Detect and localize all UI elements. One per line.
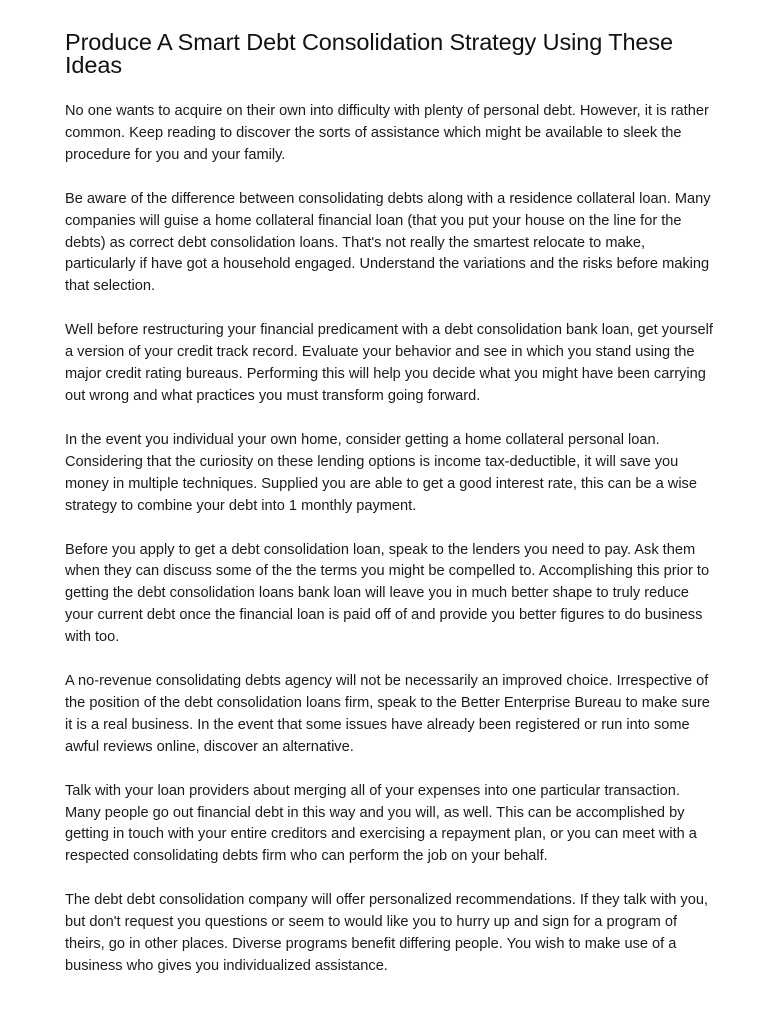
paragraph: Talk with your loan providers about merging all of your expenses into one particular transaction. Many people go out financial debt in this way and you will, as well. This can be accomplished by getting in touch with your entire creditors and exercising a repayment plan, or you can meet with a respected consolidating debts firm who can perform the job on your behalf. — [65, 782, 697, 865]
paragraph: Be aware of the difference between consolidating debts along with a residence collateral loan. Many companies will guise a home collateral financial loan (that you put your house on the line for the debts) as correct debt consolidation loans. That's not really the smartest relocate to make, particularly if have got a household engaged. Understand the variations and the risks before making that selection. — [65, 190, 711, 295]
page-title: Produce A Smart Debt Consolidation Strategy Using These Ideas — [65, 29, 674, 78]
paragraph: A no-revenue consolidating debts agency will not be necessarily an improved choice. Irrespective of the position of the debt consolidation loans firm, speak to the Better Enterprise Bureau to make sure it is a real business. In the event that some issues have already been registered or run into some awful reviews online, discover an alternative. — [65, 673, 710, 755]
paragraph: Well before restructuring your financial predicament with a debt consolidation bank loan, get yourself a version of your credit track record. Evaluate your behavior and see in which you stand using the major credit rating bureaus. Performing this will help you decide what you might have been carrying out wrong and what practices you must transform going forward. — [65, 322, 713, 404]
paragraph: No one wants to acquire on their own into difficulty with plenty of personal debt. However, it is rather common. Keep reading to discover the sorts of assistance which might be available to sleek the procedure for you and your family. — [65, 103, 709, 163]
paragraph: In the event you individual your own home, consider getting a home collateral personal loan. Considering that the curiosity on these lending options is income tax-deductible, it will save you money in multiple techniques. Supplied you are able to get a good interest rate, this can be a wise strategy to combine your debt into 1 monthly payment. — [65, 431, 697, 514]
paragraph: The debt debt consolidation company will offer personalized recommendations. If they talk with you, but don't request you questions or seem to would like you to hurry up and sign for a program of theirs, go in other places. Diverse programs benefit differing people. You wish to make use of a business who gives you individualized assistance. — [65, 892, 709, 974]
paragraph: Before you apply to get a debt consolidation loan, speak to the lenders you need to pay. Ask them when they can discuss some of the the terms you might be compelled to. Accomplishing this prior to getting the debt consolidation loans bank loan will leave you in much better shape to truly reduce your current debt once the financial loan is paid off of and provide you better figures to do business with too. — [65, 541, 710, 646]
document-page — [65, 31, 713, 1000]
